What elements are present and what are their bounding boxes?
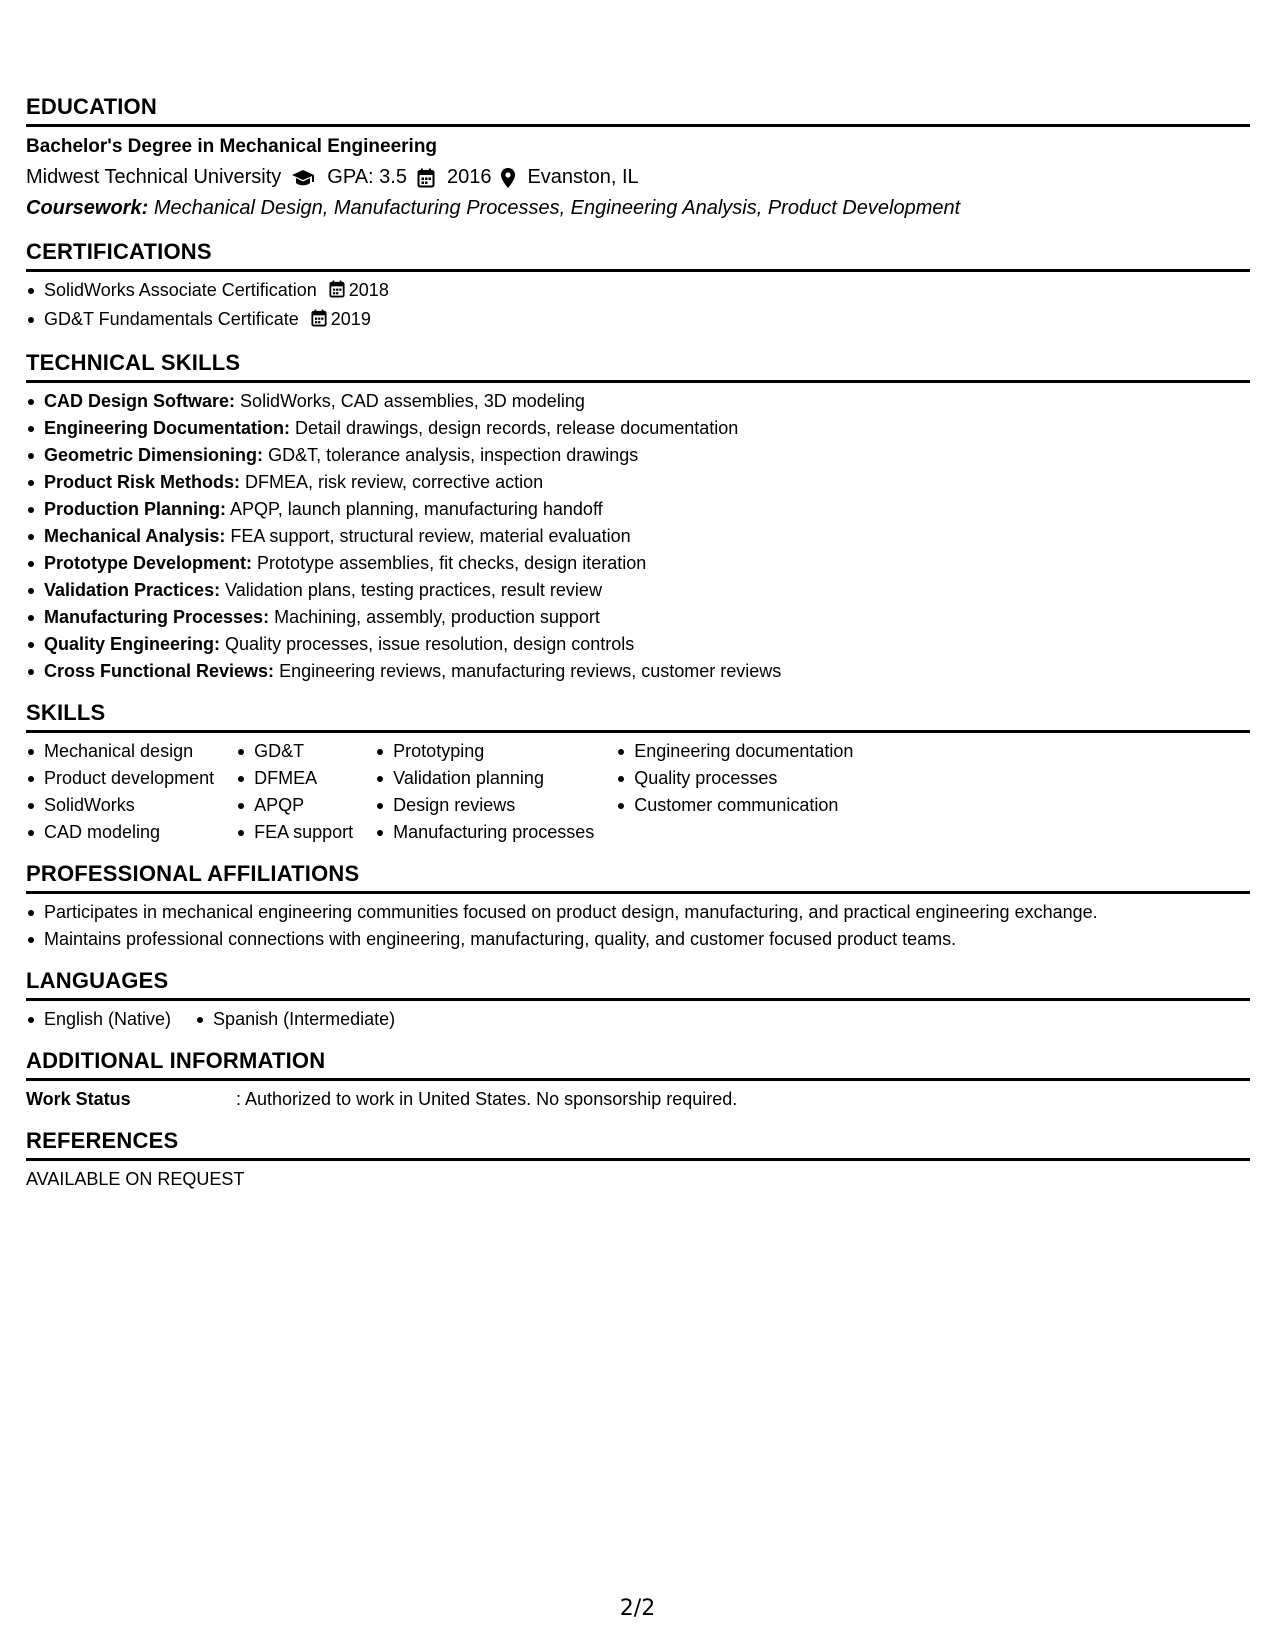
skills-grid [26, 733, 1250, 846]
skill-category: Validation Practices: [44, 580, 221, 600]
list-item: Participates in mechanical engineering communities focused on product design, manufacturing, and practical engineering exchange. [26, 899, 1250, 926]
calendar-icon [417, 168, 435, 188]
languages-heading: LANGUAGES [26, 967, 1250, 1001]
education-section [26, 93, 1250, 224]
list-item [26, 277, 1250, 306]
list-item: Design reviews [375, 792, 594, 819]
skills-column [236, 738, 353, 846]
skill-detail: Prototype assemblies, fit checks, design iteration [257, 553, 647, 573]
skills-section [26, 699, 1250, 846]
skill-category: Quality Engineering: [44, 634, 221, 654]
gpa-value: GPA: 3.5 [327, 166, 407, 188]
references-heading: REFERENCES [26, 1127, 1250, 1161]
list-item [26, 415, 1250, 442]
list-item: English (Native) [26, 1006, 171, 1033]
skill-category: Product Risk Methods: [44, 472, 241, 492]
coursework-line [26, 193, 1250, 224]
skill-detail: Validation plans, testing practices, result review [225, 580, 602, 600]
list-item [26, 469, 1250, 496]
technical-skills-list [26, 388, 1250, 685]
affiliations-heading: PROFESSIONAL AFFILIATIONS [26, 860, 1250, 894]
additional-info-section [26, 1047, 1250, 1113]
work-status-value: : Authorized to work in United States. No sponsorship required. [236, 1089, 738, 1109]
list-item: DFMEA [236, 765, 353, 792]
list-item [26, 550, 1250, 577]
list-item: SolidWorks [26, 792, 214, 819]
skill-detail: Detail drawings, design records, release documentation [295, 418, 739, 438]
list-item [26, 658, 1250, 685]
education-meta [26, 162, 1250, 193]
list-item: GD&T [236, 738, 353, 765]
skill-category: Mechanical Analysis: [44, 526, 226, 546]
work-status-label: Work Status [26, 1089, 131, 1109]
skill-category: CAD Design Software: [44, 391, 236, 411]
list-item: Customer communication [616, 792, 853, 819]
certifications-heading: CERTIFICATIONS [26, 238, 1250, 272]
affiliations-section [26, 860, 1250, 953]
skill-detail: Machining, assembly, production support [274, 607, 600, 627]
skill-detail: Quality processes, issue resolution, design controls [225, 634, 635, 654]
certification-name: GD&T Fundamentals Certificate [44, 309, 299, 329]
skill-detail: GD&T, tolerance analysis, inspection drawings [268, 445, 639, 465]
list-item [26, 631, 1250, 658]
resume-page [26, 93, 1250, 1207]
references-section [26, 1127, 1250, 1193]
list-item: Validation planning [375, 765, 594, 792]
list-item [26, 604, 1250, 631]
skills-column [26, 738, 214, 846]
technical-skills-section [26, 349, 1250, 685]
skill-detail: Engineering reviews, manufacturing reviews, customer reviews [279, 661, 782, 681]
list-item [26, 388, 1250, 415]
list-item: Engineering documentation [616, 738, 853, 765]
skills-column [375, 738, 594, 846]
list-item: Prototyping [375, 738, 594, 765]
technical-skills-heading: TECHNICAL SKILLS [26, 349, 1250, 383]
list-item: Product development [26, 765, 214, 792]
list-item [26, 496, 1250, 523]
map-pin-icon [501, 168, 515, 188]
skill-category: Engineering Documentation: [44, 418, 291, 438]
skill-category: Prototype Development: [44, 553, 253, 573]
list-item: APQP [236, 792, 353, 819]
list-item: FEA support [236, 819, 353, 846]
certification-year: 2018 [348, 280, 389, 300]
graduation-cap-icon [291, 169, 315, 187]
certifications-section [26, 238, 1250, 335]
skill-detail: FEA support, structural review, material evaluation [230, 526, 631, 546]
list-item [26, 442, 1250, 469]
languages-list [26, 1006, 1250, 1033]
skill-category: Manufacturing Processes: [44, 607, 270, 627]
skill-detail: SolidWorks, CAD assemblies, 3D modeling [240, 391, 585, 411]
list-item: Spanish (Intermediate) [195, 1006, 395, 1033]
affiliations-list [26, 899, 1250, 953]
graduation-year: 2016 [446, 166, 492, 188]
languages-section [26, 967, 1250, 1033]
coursework-list: Mechanical Design, Manufacturing Processes, Engineering Analysis, Product Development [153, 197, 961, 219]
certification-year: 2019 [330, 309, 371, 329]
certifications-list [26, 277, 1250, 335]
work-status-row [26, 1086, 1250, 1113]
list-item: Manufacturing processes [375, 819, 594, 846]
additional-info-heading: ADDITIONAL INFORMATION [26, 1047, 1250, 1081]
list-item [26, 577, 1250, 604]
skill-category: Cross Functional Reviews: [44, 661, 275, 681]
coursework-label: Coursework: [26, 197, 149, 219]
calendar-icon [311, 308, 327, 335]
page-number: 2/2 [619, 1596, 656, 1621]
skills-column [616, 738, 853, 846]
institution-name: Midwest Technical University [26, 166, 282, 188]
skill-detail: APQP, launch planning, manufacturing handoff [230, 499, 603, 519]
list-item: Quality processes [616, 765, 853, 792]
list-item: Mechanical design [26, 738, 214, 765]
skills-heading: SKILLS [26, 699, 1250, 733]
education-location: Evanston, IL [527, 166, 639, 188]
list-item: CAD modeling [26, 819, 214, 846]
skill-category: Production Planning: [44, 499, 226, 519]
education-heading: EDUCATION [26, 93, 1250, 127]
list-item [26, 306, 1250, 335]
references-text: AVAILABLE ON REQUEST [26, 1169, 245, 1189]
list-item: Maintains professional connections with engineering, manufacturing, quality, and customer focused product teams. [26, 926, 1250, 953]
list-item [26, 523, 1250, 550]
calendar-icon [329, 279, 345, 306]
degree-title: Bachelor's Degree in Mechanical Engineering [26, 136, 438, 157]
skill-category: Geometric Dimensioning: [44, 445, 264, 465]
certification-name: SolidWorks Associate Certification [44, 280, 317, 300]
skill-detail: DFMEA, risk review, corrective action [245, 472, 544, 492]
